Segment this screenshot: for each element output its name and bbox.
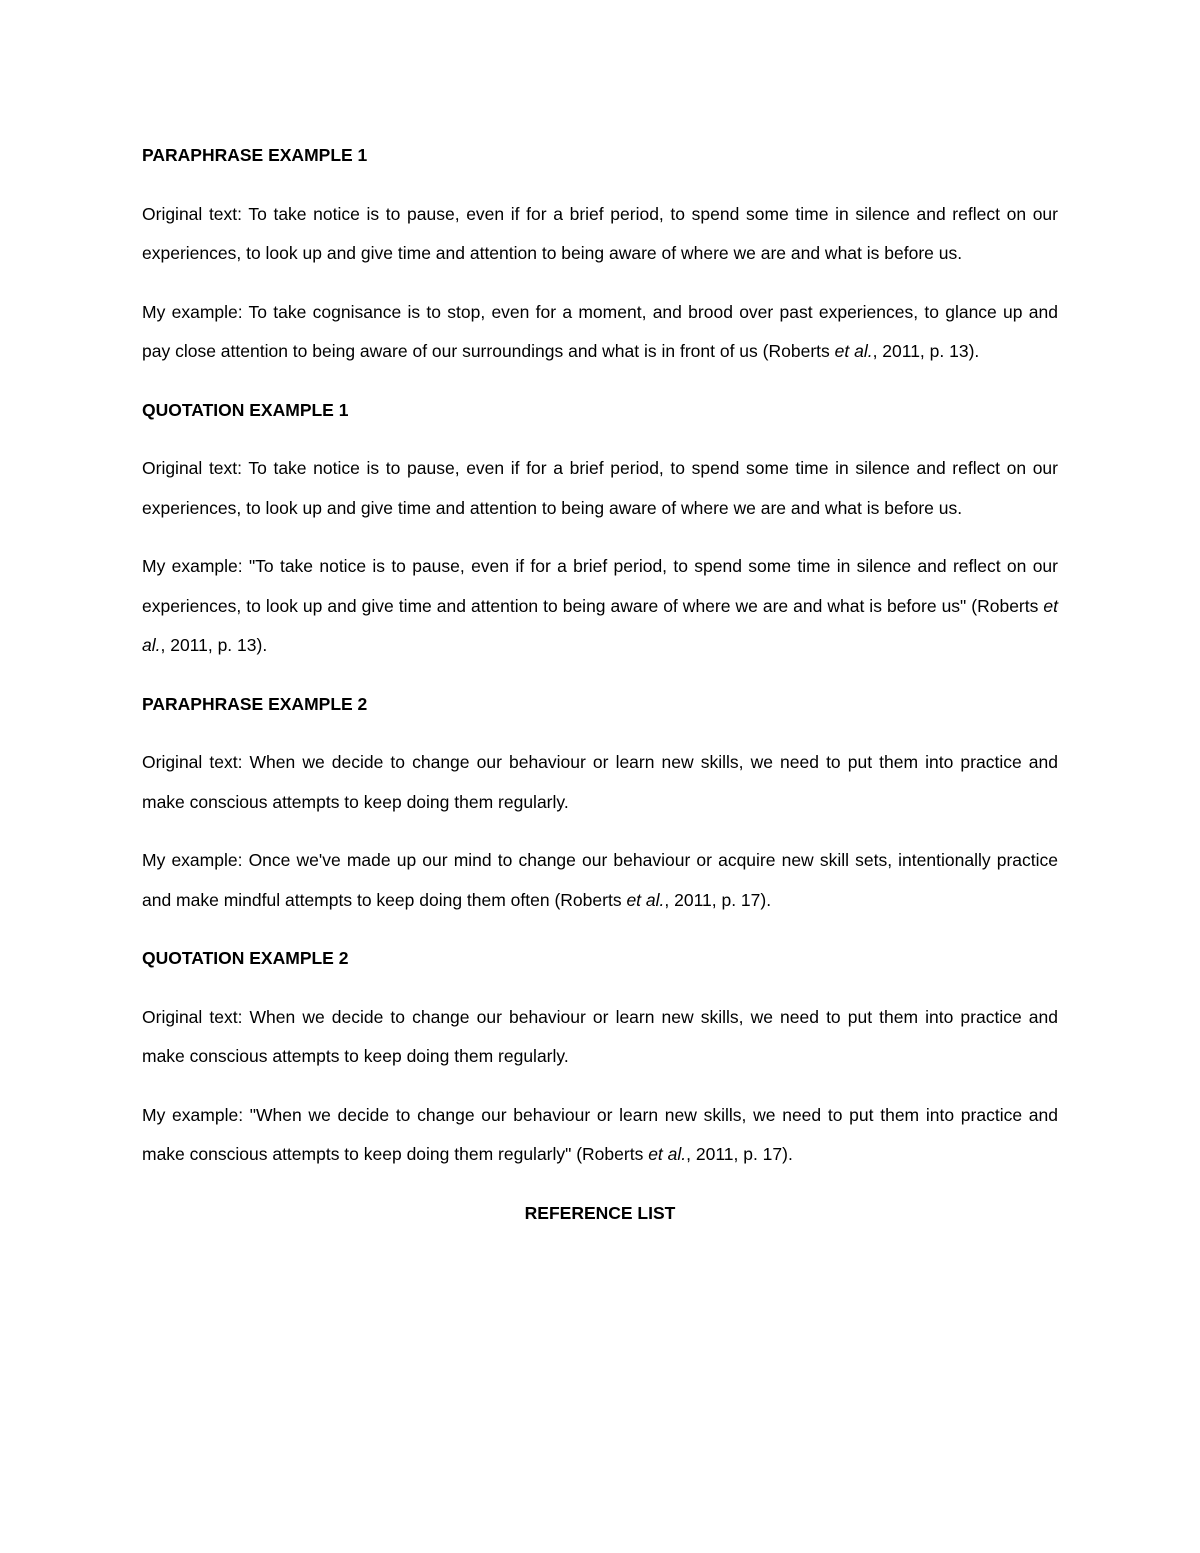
section-quotation-2 [142, 939, 1058, 1175]
my-example [142, 1096, 1058, 1175]
citation-et-al: et al. [142, 595, 1058, 655]
citation-tail: , 2011, p. 13). [160, 635, 268, 655]
original-text: Original text: When we decide to change our behaviour or learn new skills, we need to put them into practice and make conscious attempts to keep doing them regularly. [142, 752, 1058, 812]
citation-tail: , 2011, p. 13). [872, 341, 980, 361]
section-paraphrase-2 [142, 685, 1058, 921]
section-heading: QUOTATION EXAMPLE 2 [142, 948, 349, 968]
citation-tail: , 2011, p. 17). [664, 889, 772, 910]
section-heading: PARAPHRASE EXAMPLE 1 [142, 145, 368, 165]
section-quotation-1 [142, 391, 1058, 666]
example-text: My example: "When we decide to change our behaviour or learn new skills, we need to put them into practice and make conscious attempts to keep doing them regularly" (Roberts [142, 1104, 1058, 1164]
original-text: Original text: When we decide to change our behaviour or learn new skills, we need to put them into practice and make conscious attempts to keep doing them regularly. [142, 1006, 1058, 1066]
my-example [142, 547, 1058, 666]
my-example [142, 841, 1058, 920]
section-heading: QUOTATION EXAMPLE 1 [142, 399, 349, 420]
citation-et-al: et al. [648, 1144, 687, 1164]
citation-et-al: et al. [626, 889, 665, 910]
document-page [142, 136, 1058, 1251]
example-text: My example: "To take notice is to pause, even if for a brief period, to spend some time in silence and reflect on our experiences, to look up and give time and attention to being aware of where we are and what is before us" (Roberts [142, 556, 1058, 616]
citation-tail: , 2011, p. 17). [686, 1144, 793, 1164]
example-text: My example: To take cognisance is to stop, even for a moment, and brood over past experiences, to glance up and pay close attention to being aware of our surroundings and what is in front of us (Roberts [142, 301, 1058, 361]
reference-list-heading: REFERENCE LIST [524, 1202, 676, 1223]
my-example [142, 293, 1058, 372]
section-heading: PARAPHRASE EXAMPLE 2 [142, 693, 368, 714]
original-text: Original text: To take notice is to pause, even if for a brief period, to spend some time in silence and reflect on our experiences, to look up and give time and attention to being aware of where we are and what is before us. [142, 203, 1058, 263]
citation-et-al: et al. [834, 341, 873, 361]
example-text: My example: Once we've made up our mind to change our behaviour or acquire new skill sets, intentionally practice and make mindful attempts to keep doing them often (Roberts [142, 850, 1058, 910]
original-text: Original text: To take notice is to pause, even if for a brief period, to spend some time in silence and reflect on our experiences, to look up and give time and attention to being aware of where we are and what is before us. [142, 458, 1058, 518]
section-paraphrase-1 [142, 136, 1058, 372]
